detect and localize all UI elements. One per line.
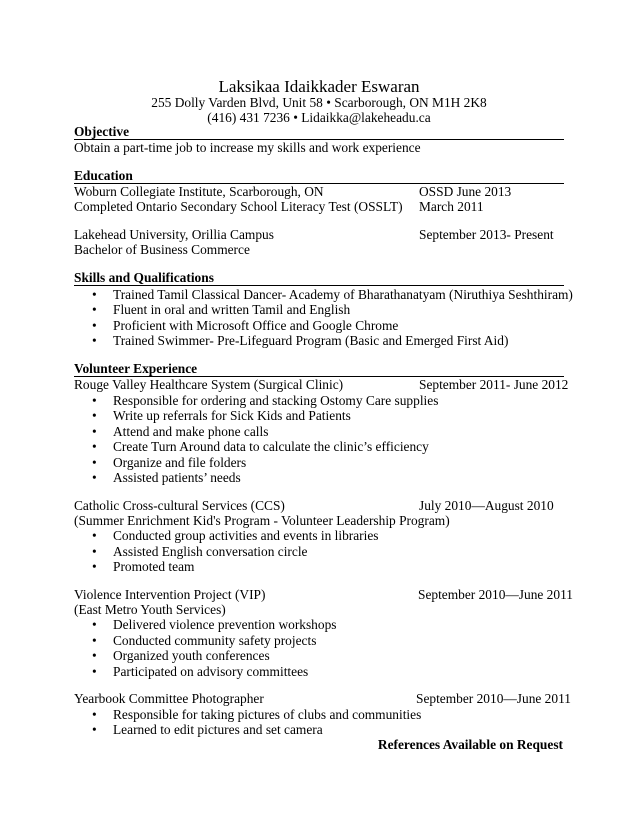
volunteer-item: Learned to edit pictures and set camera [113, 722, 323, 737]
education-row-left: Bachelor of Business Commerce [74, 242, 250, 257]
skills-item: Trained Swimmer- Pre-Lifeguard Program (Basic and Emerged First Aid) [113, 333, 509, 348]
volunteer-dates: September 2010—June 2011 [418, 587, 573, 602]
bullet-icon: • [92, 333, 97, 348]
resume-name: Laksikaa Idaikkader Eswaran [218, 77, 420, 96]
volunteer-item: Assisted patients’ needs [113, 470, 241, 485]
objective-text: Obtain a part-time job to increase my skills and work experience [74, 140, 421, 155]
bullet-icon: • [92, 439, 97, 454]
bullet-icon: • [92, 287, 97, 302]
bullet-icon: • [92, 722, 97, 737]
bullet-icon: • [92, 470, 97, 485]
volunteer-item: Participated on advisory committees [113, 664, 309, 679]
bullet-icon: • [92, 318, 97, 333]
volunteer-item: Write up referrals for Sick Kids and Patients [113, 408, 351, 423]
bullet-icon: • [92, 617, 97, 632]
volunteer-dates: July 2010—August 2010 [419, 498, 554, 513]
bullet-icon: • [92, 302, 97, 317]
skills-item: Proficient with Microsoft Office and Google Chrome [113, 318, 399, 333]
volunteer-org: Rouge Valley Healthcare System (Surgical Clinic) [74, 377, 344, 392]
bullet-icon: • [92, 633, 97, 648]
education-heading: Education [74, 168, 133, 183]
education-row-left: Woburn Collegiate Institute, Scarborough, ON [74, 184, 324, 199]
volunteer-item: Organize and file folders [113, 455, 247, 470]
resume-contact: (416) 431 7236 • Lidaikka@lakeheadu.ca [207, 110, 431, 125]
bullet-icon: • [92, 664, 97, 679]
skills-heading: Skills and Qualifications [74, 270, 214, 285]
volunteer-item: Conducted community safety projects [113, 633, 317, 648]
volunteer-item: Organized youth conferences [113, 648, 270, 663]
volunteer-org: Yearbook Committee Photographer [74, 691, 264, 706]
volunteer-dates: September 2011- June 2012 [419, 377, 569, 392]
section-divider [74, 285, 564, 286]
volunteer-dates: September 2010—June 2011 [416, 691, 571, 706]
bullet-icon: • [92, 544, 97, 559]
volunteer-item: Assisted English conversation circle [113, 544, 308, 559]
volunteer-item: Promoted team [113, 559, 195, 574]
bullet-icon: • [92, 648, 97, 663]
bullet-icon: • [92, 393, 97, 408]
bullet-icon: • [92, 408, 97, 423]
education-row-right: September 2013- Present [419, 227, 554, 242]
references-note: References Available on Request [377, 737, 563, 752]
volunteer-item: Create Turn Around data to calculate the clinic’s efficiency [113, 439, 429, 454]
volunteer-org: Catholic Cross-cultural Services (CCS) [74, 498, 285, 513]
skills-item: Trained Tamil Classical Dancer- Academy of Bharathanatyam (Niruthiya Seshthiram) [113, 287, 573, 302]
education-row-left: Completed Ontario Secondary School Literacy Test (OSSLT) [74, 199, 403, 214]
education-row-right: OSSD June 2013 [419, 184, 512, 199]
bullet-icon: • [92, 559, 97, 574]
volunteer-item: Attend and make phone calls [113, 424, 269, 439]
objective-heading: Objective [74, 124, 130, 139]
bullet-icon: • [92, 424, 97, 439]
education-row-right: March 2011 [419, 199, 484, 214]
volunteer-item: Responsible for ordering and stacking Ostomy Care supplies [113, 393, 439, 408]
volunteer-subtitle: (Summer Enrichment Kid's Program - Volunteer Leadership Program) [74, 513, 450, 528]
volunteer-subtitle: (East Metro Youth Services) [74, 602, 226, 617]
volunteer-heading: Volunteer Experience [74, 361, 198, 376]
volunteer-item: Delivered violence prevention workshops [113, 617, 337, 632]
resume-address: 255 Dolly Varden Blvd, Unit 58 • Scarborough, ON M1H 2K8 [151, 95, 487, 110]
bullet-icon: • [92, 707, 97, 722]
education-row-left: Lakehead University, Orillia Campus [74, 227, 274, 242]
skills-item: Fluent in oral and written Tamil and English [113, 302, 351, 317]
volunteer-item: Conducted group activities and events in libraries [113, 528, 379, 543]
bullet-icon: • [92, 455, 97, 470]
volunteer-org: Violence Intervention Project (VIP) [74, 587, 266, 602]
bullet-icon: • [92, 528, 97, 543]
volunteer-item: Responsible for taking pictures of clubs and communities [113, 707, 422, 722]
